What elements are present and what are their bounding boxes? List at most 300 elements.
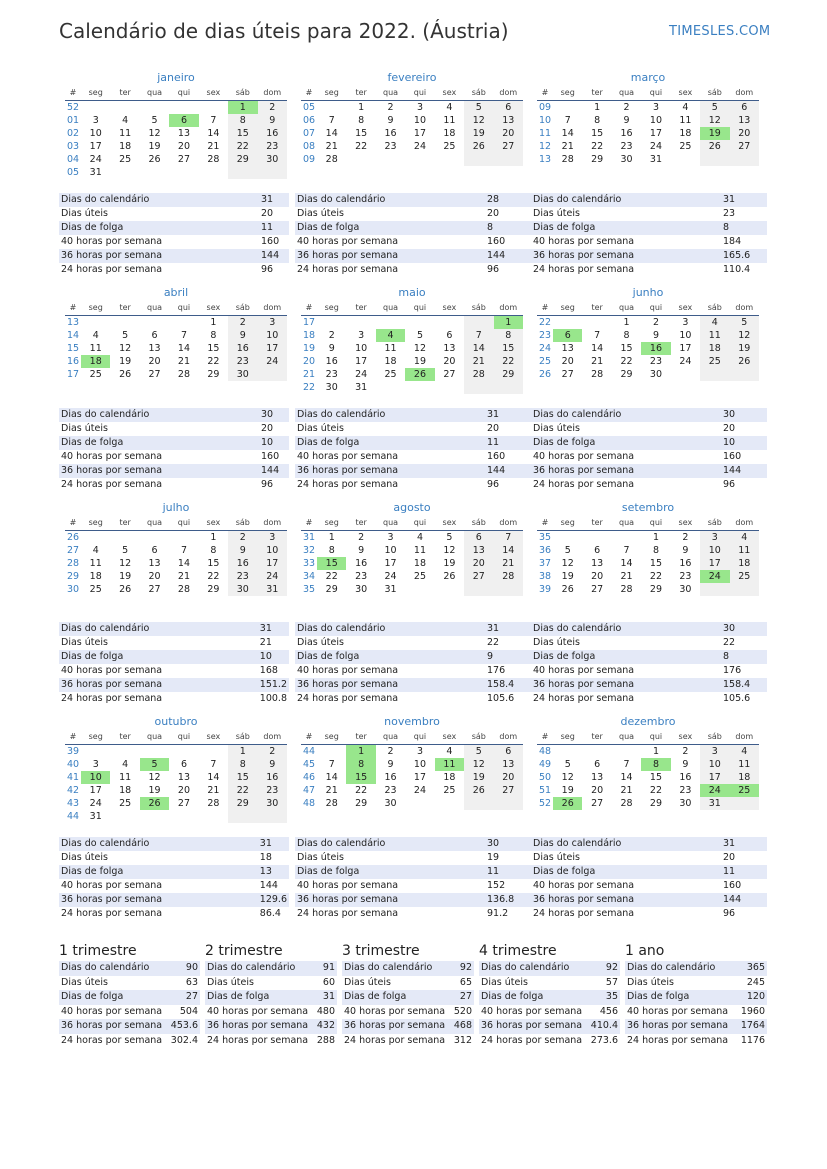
day-cell: 14 xyxy=(591,343,604,354)
day-cell: 22 xyxy=(355,785,368,796)
stat-row xyxy=(295,678,531,692)
week-number: 09 xyxy=(539,102,552,113)
day-cell: 16 xyxy=(620,128,633,139)
day-cell: 17 xyxy=(89,785,102,796)
month-maio xyxy=(301,285,523,394)
day-cell: 4 xyxy=(446,102,453,113)
stat-label: 40 horas por semana xyxy=(61,1005,163,1017)
week-row xyxy=(537,745,759,759)
empty-day xyxy=(199,101,228,115)
weekday-header: # xyxy=(537,85,553,101)
empty-day xyxy=(405,316,434,330)
stat-row xyxy=(531,692,767,706)
day-cell: 8 xyxy=(652,545,659,556)
empty-day xyxy=(346,316,375,330)
week-number: 19 xyxy=(303,343,316,354)
day-cell: 2 xyxy=(228,316,257,330)
stat-label: Dias do calendário xyxy=(531,193,721,207)
day-cell: 14 xyxy=(561,128,574,139)
stat-label: 36 horas por semana xyxy=(295,249,485,263)
day-cell: 10 xyxy=(355,343,368,354)
day-cell: 5 xyxy=(122,545,129,556)
day-cell: 31 xyxy=(649,154,663,165)
empty-day xyxy=(81,745,110,759)
day-cell: 16 xyxy=(258,771,287,784)
weekday-header: # xyxy=(65,300,81,316)
weekday-header: seg xyxy=(553,515,582,531)
stat-value: 92 xyxy=(452,961,474,976)
day-cell: 13 xyxy=(464,544,493,557)
stat-row xyxy=(59,879,289,893)
week-number: 26 xyxy=(539,369,552,380)
day-cell: 16 xyxy=(384,128,397,139)
stat-row xyxy=(295,422,531,436)
day-cell: 25 xyxy=(89,584,102,595)
weekday-header: sáb xyxy=(700,729,729,745)
week-row xyxy=(65,797,287,810)
stat-value: 520 xyxy=(453,1005,472,1017)
weekday-header: seg xyxy=(81,515,110,531)
stat-label: Dias úteis xyxy=(344,976,391,988)
day-cell: 7 xyxy=(564,115,571,126)
stat-row xyxy=(59,408,289,422)
month-name: julho xyxy=(162,501,190,514)
stat-row xyxy=(342,1019,474,1034)
stat-value: 8 xyxy=(721,650,767,664)
weekday-header: sáb xyxy=(464,515,493,531)
empty-day xyxy=(110,531,139,545)
empty-day xyxy=(169,531,198,545)
stat-value: 30 xyxy=(721,622,767,636)
stat-label: 24 horas por semana xyxy=(533,908,635,919)
empty-day xyxy=(582,531,611,545)
stat-row xyxy=(295,436,531,450)
day-cell: 29 xyxy=(207,369,220,380)
day-cell: 4 xyxy=(700,316,729,330)
stat-label: Dias do calendário xyxy=(342,961,452,976)
day-cell: 25 xyxy=(700,355,729,368)
week-row xyxy=(301,557,523,570)
weekday-header: qua xyxy=(376,300,405,316)
day-cell: 3 xyxy=(258,316,287,330)
month-dezembro xyxy=(537,714,759,810)
week-row xyxy=(65,531,287,545)
empty-day xyxy=(405,153,434,166)
holiday-day: 24 xyxy=(700,570,729,583)
stat-label: Dias de folga xyxy=(295,436,485,450)
day-cell: 7 xyxy=(328,759,335,770)
month-stats xyxy=(59,622,289,706)
stat-value: 31 xyxy=(721,837,767,851)
day-cell: 31 xyxy=(89,811,102,822)
stat-label: Dias úteis xyxy=(481,976,528,988)
day-cell: 3 xyxy=(358,330,365,341)
week-row xyxy=(301,544,523,557)
weekday-header: # xyxy=(65,515,81,531)
stat-label: 36 horas por semana xyxy=(531,249,721,263)
weekday-header: sex xyxy=(435,729,464,745)
stat-label: 36 horas por semana xyxy=(531,464,721,478)
stat-value: 31 xyxy=(315,990,337,1005)
week-number: 15 xyxy=(67,343,80,354)
stat-label: Dias úteis xyxy=(297,423,344,434)
weekday-header: seg xyxy=(81,729,110,745)
day-cell: 7 xyxy=(464,329,493,342)
stat-label: Dias do calendário xyxy=(531,408,721,422)
week-number: 32 xyxy=(303,545,316,556)
empty-day xyxy=(140,166,169,179)
week-row xyxy=(301,745,523,759)
week-row xyxy=(301,153,523,166)
stat-label: Dias úteis xyxy=(297,637,344,648)
empty-day xyxy=(730,153,759,166)
stat-label: Dias de folga xyxy=(295,221,485,235)
stat-value: 160 xyxy=(487,236,506,247)
empty-day xyxy=(228,810,257,823)
week-number: 21 xyxy=(303,369,316,380)
holiday-day: 26 xyxy=(405,368,434,381)
day-cell: 20 xyxy=(730,127,759,140)
stat-row xyxy=(59,221,289,235)
day-cell: 22 xyxy=(228,784,257,797)
day-cell: 25 xyxy=(443,785,456,796)
day-cell: 13 xyxy=(443,343,456,354)
stat-row xyxy=(59,664,289,678)
day-cell: 18 xyxy=(730,771,759,784)
holiday-day: 15 xyxy=(346,771,375,784)
stat-label: Dias úteis xyxy=(297,208,344,219)
empty-day xyxy=(464,316,493,330)
weekday-header: ter xyxy=(110,300,139,316)
week-row xyxy=(537,570,759,583)
weekday-header: ter xyxy=(110,85,139,101)
day-cell: 5 xyxy=(151,115,158,126)
month-calendar xyxy=(65,85,287,179)
week-row xyxy=(537,140,759,153)
day-cell: 20 xyxy=(464,557,493,570)
stat-label: Dias úteis xyxy=(533,208,580,219)
stat-row xyxy=(59,464,289,478)
day-cell: 23 xyxy=(228,355,257,368)
week-row xyxy=(65,114,287,127)
day-cell: 11 xyxy=(679,115,692,126)
day-cell: 6 xyxy=(446,330,453,341)
stat-row xyxy=(479,1034,620,1049)
day-cell: 12 xyxy=(464,758,493,771)
stat-value: 20 xyxy=(723,852,736,863)
day-cell: 9 xyxy=(258,114,287,127)
day-cell: 10 xyxy=(258,544,287,557)
stat-label: Dias de folga xyxy=(295,865,485,879)
day-cell: 11 xyxy=(730,544,759,557)
weekday-header: sex xyxy=(671,515,700,531)
day-cell: 26 xyxy=(119,369,132,380)
empty-day xyxy=(671,153,700,166)
stat-row xyxy=(342,1034,474,1049)
stat-value: 28 xyxy=(485,193,531,207)
weekday-header: sex xyxy=(435,515,464,531)
stat-row xyxy=(59,263,289,277)
empty-day xyxy=(169,101,198,115)
day-cell: 27 xyxy=(148,369,161,380)
day-cell: 22 xyxy=(207,571,220,582)
day-cell: 8 xyxy=(210,545,217,556)
day-cell: 15 xyxy=(207,558,220,569)
weekday-header: qua xyxy=(612,300,641,316)
stat-value: 453.6 xyxy=(169,1019,200,1034)
week-number: 14 xyxy=(67,330,80,341)
stat-label: Dias de folga xyxy=(59,990,169,1005)
day-cell: 23 xyxy=(355,571,368,582)
stat-value: 1176 xyxy=(740,1034,765,1046)
day-cell: 17 xyxy=(679,343,692,354)
day-cell: 22 xyxy=(325,571,338,582)
stat-value: 65 xyxy=(459,976,472,988)
day-cell: 9 xyxy=(387,759,394,770)
day-cell: 17 xyxy=(384,558,397,569)
day-cell: 27 xyxy=(591,584,604,595)
day-cell: 30 xyxy=(228,368,257,381)
day-cell: 1 xyxy=(652,532,659,543)
day-cell: 31 xyxy=(355,382,368,393)
weekday-header: qui xyxy=(169,85,198,101)
stat-label: Dias úteis xyxy=(61,637,108,648)
stat-value: 92 xyxy=(589,961,620,976)
stat-label: 36 horas por semana xyxy=(479,1019,589,1034)
stat-label: Dias do calendário xyxy=(205,961,315,976)
stat-row xyxy=(59,235,289,249)
stat-value: 57 xyxy=(605,976,618,988)
week-row xyxy=(537,771,759,784)
week-number: 41 xyxy=(67,772,80,783)
week-row xyxy=(301,583,523,596)
quarter-stats xyxy=(479,961,620,1048)
week-number: 23 xyxy=(539,330,552,341)
month-stats xyxy=(531,837,767,921)
weekday-header: qui xyxy=(405,515,434,531)
empty-day xyxy=(376,153,405,166)
day-cell: 2 xyxy=(623,102,630,113)
empty-day xyxy=(671,368,700,381)
day-cell: 31 xyxy=(384,584,397,595)
month-name: agosto xyxy=(393,501,431,514)
stat-row xyxy=(531,907,767,921)
stat-label: Dias úteis xyxy=(61,976,108,988)
weekday-header: # xyxy=(301,729,317,745)
month-name: fevereiro xyxy=(387,71,437,84)
day-cell: 17 xyxy=(413,772,427,783)
day-cell: 20 xyxy=(494,127,523,140)
week-row xyxy=(301,784,523,797)
day-cell: 14 xyxy=(464,342,493,355)
stat-label: Dias de folga xyxy=(625,990,735,1005)
day-cell: 13 xyxy=(494,758,523,771)
day-cell: 1 xyxy=(328,532,335,543)
week-number: 25 xyxy=(539,356,552,367)
week-row xyxy=(301,114,523,127)
day-cell: 26 xyxy=(119,584,132,595)
day-cell: 12 xyxy=(413,343,427,354)
stat-value: 35 xyxy=(589,990,620,1005)
weekday-header: dom xyxy=(258,729,287,745)
day-cell: 3 xyxy=(652,102,659,113)
day-cell: 12 xyxy=(119,558,132,569)
weekday-header: seg xyxy=(553,300,582,316)
day-cell: 25 xyxy=(89,369,102,380)
empty-day xyxy=(140,531,169,545)
week-row xyxy=(65,153,287,166)
stat-value: 120 xyxy=(735,990,767,1005)
stat-label: Dias de folga xyxy=(205,990,315,1005)
week-number: 26 xyxy=(67,532,80,543)
day-cell: 26 xyxy=(561,584,574,595)
day-cell: 11 xyxy=(119,128,132,139)
stat-value: 144 xyxy=(259,464,289,478)
stat-row xyxy=(479,976,620,991)
day-cell: 2 xyxy=(328,330,335,341)
week-number: 05 xyxy=(67,167,80,178)
stat-label: Dias de folga xyxy=(59,865,258,879)
stat-label: 24 horas por semana xyxy=(533,264,635,275)
day-cell: 13 xyxy=(148,558,161,569)
empty-day xyxy=(435,381,464,394)
empty-day xyxy=(169,745,198,759)
stat-row xyxy=(295,650,531,664)
week-row xyxy=(301,570,523,583)
month-calendar xyxy=(301,300,523,394)
empty-day xyxy=(435,153,464,166)
day-cell: 6 xyxy=(494,745,523,759)
week-row xyxy=(537,531,759,545)
stat-value: 160 xyxy=(487,451,506,462)
empty-day xyxy=(81,531,110,545)
day-cell: 3 xyxy=(416,102,423,113)
stat-value: 30 xyxy=(485,837,531,851)
weekday-header: sex xyxy=(435,300,464,316)
empty-day xyxy=(169,166,198,179)
stat-value: 160 xyxy=(723,880,742,891)
weekday-header: # xyxy=(301,300,317,316)
month-stats xyxy=(295,408,531,492)
day-cell: 26 xyxy=(464,140,493,153)
month-name: setembro xyxy=(621,501,675,514)
stat-value: 31 xyxy=(258,622,289,636)
stat-value: 158.4 xyxy=(485,678,531,692)
day-cell: 10 xyxy=(700,758,729,771)
day-cell: 9 xyxy=(358,545,365,556)
day-cell: 4 xyxy=(682,102,689,113)
day-cell: 14 xyxy=(207,772,220,783)
stat-label: 36 horas por semana xyxy=(59,893,258,907)
day-cell: 24 xyxy=(258,570,287,583)
day-cell: 11 xyxy=(89,343,102,354)
day-cell: 30 xyxy=(384,798,397,809)
weekday-header: seg xyxy=(317,515,346,531)
holiday-day: 24 xyxy=(700,784,729,797)
day-cell: 4 xyxy=(122,759,129,770)
stat-value: 245 xyxy=(746,976,765,988)
month-janeiro xyxy=(65,70,287,179)
brand-link[interactable]: TIMESLES.COM xyxy=(669,24,771,39)
stat-value: 105.6 xyxy=(723,693,751,704)
empty-day xyxy=(376,316,405,330)
stat-label: 24 horas por semana xyxy=(627,1034,729,1046)
week-number: 51 xyxy=(539,785,552,796)
weekday-header: sáb xyxy=(700,515,729,531)
stat-value: 91.2 xyxy=(487,908,509,919)
empty-day xyxy=(199,810,228,823)
month-calendar xyxy=(537,300,759,381)
quarter-title: 2 trimestre xyxy=(205,943,283,959)
stat-label: Dias de folga xyxy=(479,990,589,1005)
day-cell: 1 xyxy=(652,746,659,757)
day-cell: 22 xyxy=(591,141,604,152)
stat-row xyxy=(295,207,531,221)
weekday-header: seg xyxy=(317,729,346,745)
day-cell: 15 xyxy=(649,558,663,569)
stat-value: 144 xyxy=(259,880,278,891)
day-cell: 28 xyxy=(325,798,338,809)
stat-value: 23 xyxy=(723,208,736,219)
stat-row xyxy=(531,464,767,478)
stat-value: 11 xyxy=(485,436,531,450)
day-cell: 26 xyxy=(443,571,456,582)
empty-day xyxy=(405,583,434,596)
stat-row xyxy=(59,893,289,907)
stat-row xyxy=(479,990,620,1005)
stat-label: 24 horas por semana xyxy=(297,479,399,490)
stat-label: Dias de folga xyxy=(531,650,721,664)
week-number: 16 xyxy=(67,356,80,367)
day-cell: 23 xyxy=(649,356,663,367)
empty-day xyxy=(140,810,169,823)
day-cell: 4 xyxy=(730,531,759,545)
stat-value: 63 xyxy=(185,976,198,988)
month-março xyxy=(537,70,759,166)
empty-day xyxy=(317,316,346,330)
stat-value: 20 xyxy=(487,208,500,219)
day-cell: 21 xyxy=(207,785,220,796)
weekday-header: seg xyxy=(553,85,582,101)
day-cell: 19 xyxy=(464,127,493,140)
holiday-day: 25 xyxy=(730,784,759,797)
stat-row xyxy=(479,961,620,976)
day-cell: 18 xyxy=(119,141,132,152)
stat-value: 96 xyxy=(261,479,274,490)
week-number: 03 xyxy=(67,141,80,152)
weekday-header: # xyxy=(537,300,553,316)
stat-label: Dias úteis xyxy=(533,637,580,648)
day-cell: 5 xyxy=(122,330,129,341)
stat-value: 20 xyxy=(261,423,274,434)
day-cell: 7 xyxy=(328,115,335,126)
empty-day xyxy=(612,745,641,759)
week-number: 37 xyxy=(539,558,552,569)
day-cell: 29 xyxy=(325,584,338,595)
stat-label: Dias úteis xyxy=(533,423,580,434)
stat-row xyxy=(295,893,531,907)
stat-row xyxy=(295,408,531,422)
day-cell: 28 xyxy=(591,369,604,380)
quarter-stats xyxy=(205,961,337,1048)
stat-label: Dias do calendário xyxy=(59,408,259,422)
day-cell: 12 xyxy=(561,772,574,783)
empty-day xyxy=(110,166,139,179)
day-cell: 4 xyxy=(446,746,453,757)
day-cell: 17 xyxy=(258,342,287,355)
week-row xyxy=(301,316,523,330)
stat-value: 31 xyxy=(485,408,531,422)
